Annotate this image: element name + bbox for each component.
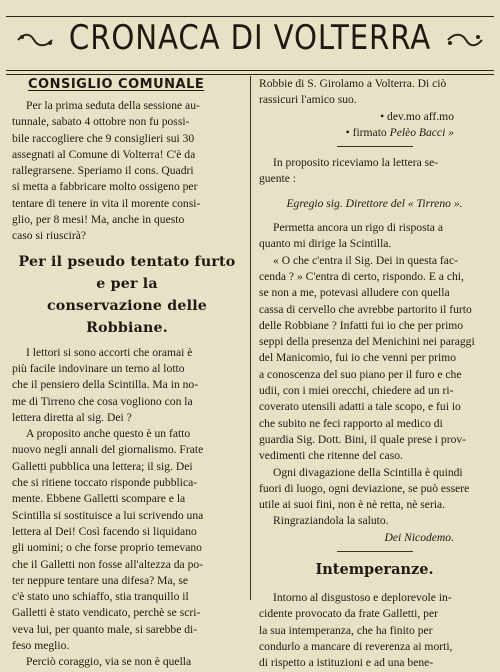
text-line: seppi della presenza del Menichini nei paraggi bbox=[259, 335, 475, 349]
text-line: Perciò coraggio, via se non è quella bbox=[26, 655, 192, 669]
text-line: delle Robbiane ? Infatti fui io che per primo bbox=[259, 318, 464, 332]
text-line: nuovo negli annali del giornalismo. Frate bbox=[12, 443, 204, 457]
text-line: tentare di tenere in vita il morente consi- bbox=[12, 196, 201, 210]
text-line: che subito ne feci rapporto al medico di bbox=[259, 416, 443, 430]
spacer bbox=[259, 212, 490, 220]
text-line: guente : bbox=[259, 172, 297, 186]
text-line: Permetta ancora un rigo di risposta a bbox=[273, 221, 443, 235]
masthead-title: CRONACA DI VOLTERRA bbox=[68, 18, 432, 58]
text-line: lettera al Dei! Così facendo si liquidano bbox=[12, 524, 197, 538]
text-line: rallegrarsene. Speriamo il cons. Quadri bbox=[12, 164, 194, 178]
text-line: I lettori si sono accorti che oramai è bbox=[26, 345, 193, 359]
text-line: utile ai suoi fini, non è nè retta, nè seria. bbox=[259, 498, 446, 512]
letter-signature-dei: Dei Nicodemo. bbox=[384, 530, 454, 544]
text-line: vedimenti che ritenne del caso. bbox=[259, 449, 403, 463]
text-line: feso meglio. bbox=[12, 639, 70, 653]
text-line: quanto mi dirige la Scintilla. bbox=[259, 237, 392, 251]
text-line: c'è stato uno schiaffo, stia tranquillo il bbox=[12, 590, 189, 604]
letter-closing: • dev.mo aff.mo bbox=[380, 109, 454, 123]
article-consiglio-body bbox=[12, 98, 242, 245]
masthead-bottom-rule bbox=[6, 70, 494, 75]
letter-signature bbox=[259, 125, 490, 141]
text-line: Robbie di S. Girolamo a Volterra. Di ciò bbox=[259, 77, 447, 90]
spacer bbox=[259, 582, 490, 590]
left-column bbox=[12, 76, 242, 669]
text-line: che si ritiene toccato risponde pubblica- bbox=[12, 476, 198, 490]
letter-salutation: Egregio sig. Direttore del « Tirreno ». bbox=[286, 196, 463, 210]
text-line: si metta a fabbricare molto ossigeno per bbox=[12, 180, 198, 194]
scroll-ornament-right-icon bbox=[444, 32, 484, 48]
text-line: fuori di luogo, ogni deviazione, se può essere bbox=[259, 481, 470, 495]
spacer bbox=[259, 188, 490, 196]
text-line: ter neppure tentare una difesa? Ma, se bbox=[12, 573, 189, 587]
text-line: bile raccogliere che 9 consiglieri sui 30 bbox=[12, 131, 195, 145]
text-line: mente. Ebbene Galletti scompare e la bbox=[12, 492, 186, 506]
text-line: tunnale, sabato 4 ottobre non fu possi- bbox=[12, 115, 190, 129]
text-line: udii, con i miei orecchi, chiedere ad un ri- bbox=[259, 384, 454, 398]
text-line: rassicuri l'amico suo. bbox=[259, 93, 357, 107]
right-column bbox=[259, 76, 490, 670]
article-robbiane-body bbox=[12, 345, 242, 671]
text-line: Ogni divagazione della Scintilla è quindi bbox=[273, 465, 463, 479]
text-line: assegnati al Comune di Volterra! C'è da bbox=[12, 147, 196, 161]
text-line: Scintilla si sostituisce a lui scrivendo una bbox=[12, 508, 204, 522]
column-divider bbox=[250, 76, 251, 600]
text-line: del Manicomio, fui io che venni per primo bbox=[259, 351, 457, 365]
text-line: cassa di cervello che avrebbe partorito il furto bbox=[259, 302, 472, 316]
text-line: condurlo a mancare di reverenza ai morti, bbox=[259, 639, 453, 653]
text-line: cidente provocato da frate Galletti, per bbox=[259, 607, 438, 621]
text-line: me di Tirreno che cosa vogliono con la bbox=[12, 394, 193, 408]
masthead bbox=[0, 8, 500, 72]
text-line: la sua intemperanza, che ha finito per bbox=[259, 623, 433, 637]
text-line: che il pensiero della Scintilla. Ma in no- bbox=[12, 378, 199, 392]
text-line: In proposito riceviamo la lettera se- bbox=[273, 156, 439, 170]
signature-name: Pelèo Bacci » bbox=[389, 125, 454, 139]
text-line: Ringraziandola la saluto. bbox=[273, 514, 389, 528]
text-line: « O che c'entra il Sig. Dei in questa fac- bbox=[273, 253, 458, 267]
text-line: a conoscenza del suo piano per il furo e che bbox=[259, 367, 462, 381]
text-line: di rispetto a istituzioni e ad una bene- bbox=[259, 656, 434, 670]
text-line: cenda ? » C'entra di certo, rispondo. E a chi, bbox=[259, 269, 464, 283]
text-line: guardia Sig. Dott. Bini, il quale prese i prov- bbox=[259, 432, 467, 446]
heading-line: Per il pseudo tentato furto e per la bbox=[18, 253, 236, 292]
text-line: Intorno al disgustoso e deplorevole in- bbox=[273, 591, 452, 605]
signature-prefix: • firmato bbox=[345, 125, 390, 139]
text-line: Per la prima seduta della sessione au- bbox=[26, 99, 200, 112]
text-line: gli uomini; o che forse proprio temevano bbox=[12, 541, 202, 555]
article-heading-intemperanze: Intemperanze. bbox=[315, 561, 434, 579]
text-line: lettera diretta al sig. Dei ? bbox=[12, 410, 132, 424]
article-heading-robbiane bbox=[12, 251, 242, 339]
text-line: Galletti è stato vendicato, perchè se scri- bbox=[12, 606, 201, 620]
heading-line: conservazione delle Robbiane. bbox=[46, 297, 208, 336]
text-line: Galletti pubblica una lettera; il sig. Dei bbox=[12, 459, 193, 473]
text-line: caso si riuscirà? bbox=[12, 229, 87, 243]
text-line: glio, per 8 mesi! Ma, anche in questo bbox=[12, 213, 185, 227]
article-heading-consiglio: CONSIGLIO COMUNALE bbox=[28, 77, 205, 92]
text-line: più facile indovinare un terno al lotto bbox=[12, 361, 185, 375]
text-line: veva lui, per quanto male, si sarebbe di- bbox=[12, 622, 198, 636]
text-line: che il Galletti non fosse all'altezza da po- bbox=[12, 557, 204, 571]
text-line: A proposito anche questo è un fatto bbox=[26, 427, 191, 441]
text-line: se non a me, potevasi alludere con quella bbox=[259, 286, 450, 300]
section-rule bbox=[337, 146, 413, 147]
masthead-top-rule bbox=[6, 16, 494, 17]
section-rule bbox=[337, 551, 413, 552]
text-line: coverato utensili adatti a tale scopo, e fui io bbox=[259, 400, 461, 414]
